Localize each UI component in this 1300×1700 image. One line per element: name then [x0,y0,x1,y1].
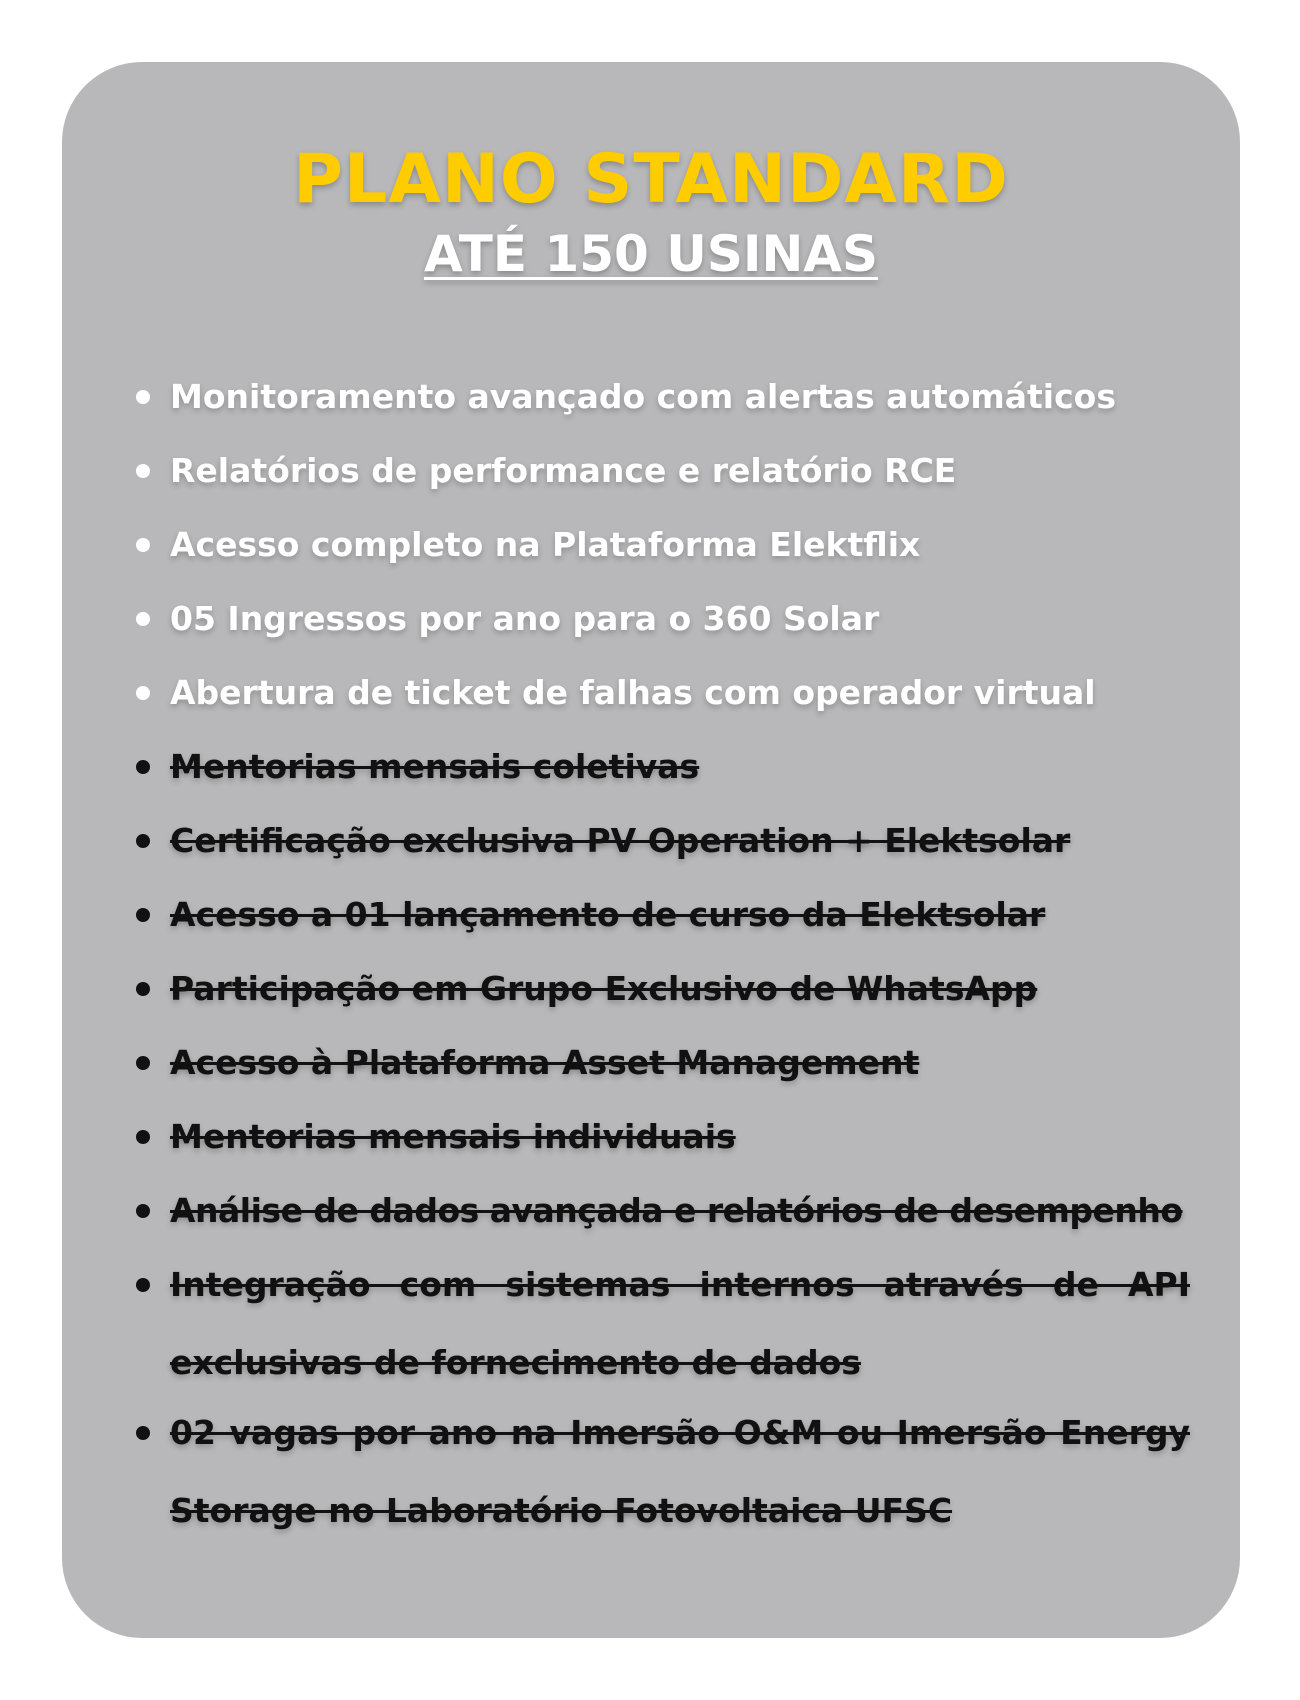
bullet-icon [136,390,150,404]
bullet-icon [136,538,150,552]
feature-text: Certificação exclusiva PV Operation + Elektsolar [170,821,1071,860]
feature-text: Abertura de ticket de falhas com operador virtual [170,673,1096,712]
feature-text: Mentorias mensais coletivas [170,747,700,786]
feature-text: Relatórios de performance e relatório RCE [170,451,957,490]
feature-item [170,1246,1190,1402]
bullet-icon [136,982,150,996]
feature-item [170,432,1190,510]
feature-item [170,802,1190,880]
bullet-icon [136,908,150,922]
bullet-icon [136,760,150,774]
feature-text: 02 vagas por ano na Imersão O&M ou Imersão Energy Storage no Laboratório Fotovoltaica UFSC [170,1413,1190,1530]
feature-text: Integração com sistemas internos através de API exclusivas de fornecimento de dados [170,1265,1190,1382]
feature-text: Acesso a 01 lançamento de curso da Elektsolar [170,895,1046,934]
feature-text: 05 Ingressos por ano para o 360 Solar [170,599,880,638]
bullet-icon [136,1204,150,1218]
feature-item [170,1172,1190,1250]
plan-card [62,62,1240,1638]
feature-text: Acesso à Plataforma Asset Management [170,1043,920,1082]
feature-item [170,1098,1190,1176]
feature-text: Monitoramento avançado com alertas automáticos [170,377,1116,416]
plan-subtitle: ATÉ 150 USINAS [423,225,879,283]
plan-title: PLANO STANDARD [293,140,1009,219]
feature-item [170,876,1190,954]
feature-text: Análise de dados avançada e relatórios de desempenho [170,1191,1183,1230]
feature-item [170,1024,1190,1102]
bullet-icon [136,1278,150,1292]
feature-item [170,358,1190,436]
bullet-icon [136,1056,150,1070]
bullet-icon [136,612,150,626]
feature-text: Mentorias mensais individuais [170,1117,736,1156]
bullet-icon [136,1426,150,1440]
feature-text: Acesso completo na Plataforma Elektflix [170,525,921,564]
bullet-icon [136,686,150,700]
feature-item [170,580,1190,658]
feature-item [170,506,1190,584]
feature-item [170,728,1190,806]
bullet-icon [136,834,150,848]
bullet-icon [136,464,150,478]
feature-item [170,1394,1190,1550]
feature-item [170,654,1190,732]
bullet-icon [136,1130,150,1144]
feature-text: Participação em Grupo Exclusivo de WhatsApp [170,969,1038,1008]
feature-item [170,950,1190,1028]
